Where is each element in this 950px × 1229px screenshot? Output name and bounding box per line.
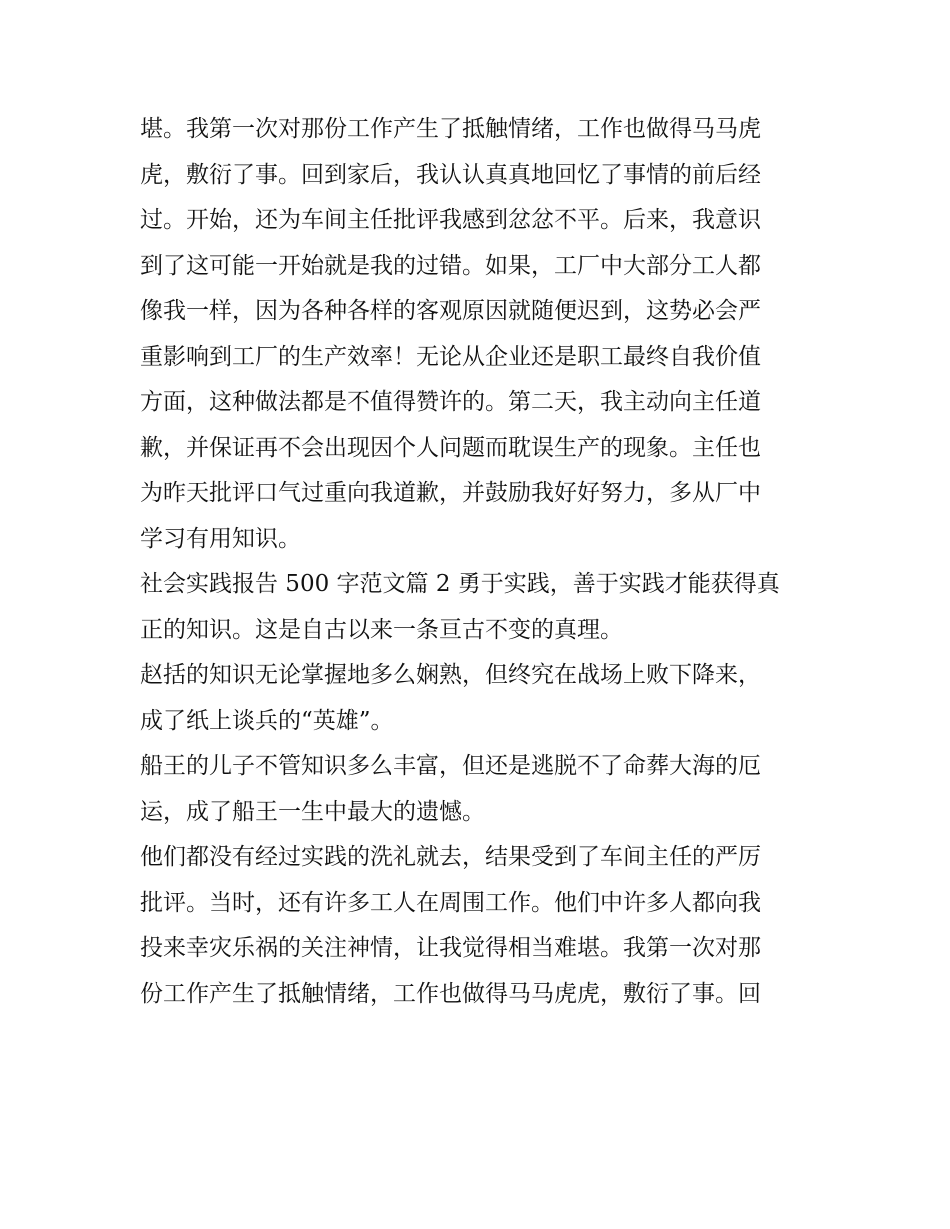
text-line: 批评。当时，还有许多工人在周围工作。他们中许多人都向我 [140,889,761,916]
text-line: 学习有用知识。 [140,525,301,552]
text-line: 社会实践报告 500 字范文篇 2 勇于实践，善于实践才能获得真 [140,571,780,597]
text-line: 像我一样，因为各种各样的客观原因就随便迟到，这势必会严 [140,298,761,324]
text-line: 他们都没有经过实践的洗礼就去，结果受到了车间主任的严厉 [140,844,761,870]
text-line: 赵括的知识无论掌握地多么娴熟，但终究在战场上败下降来， [140,662,761,688]
text-line: 正的知识。这是自古以来一条亘古不变的真理。 [140,616,623,643]
text-line: 方面，这种做法都是不值得赞许的。第二天，我主动向主任道 [140,389,761,415]
text-line: 到了这可能一开始就是我的过错。如果，工厂中大部分工人都 [140,252,761,279]
text-line: 堪。我第一次对那份工作产生了抵触情绪，工作也做得马马虎 [140,116,761,142]
document-body [140,107,820,1017]
text-line: 重影响到工厂的生产效率！无论从企业还是职工最终自我价值 [140,343,761,370]
text-line: 过。开始，还为车间主任批评我感到忿忿不平。后来，我意识 [140,207,761,233]
text-line: 船王的儿子不管知识多么丰富，但还是逃脱不了命葬大海的厄 [140,753,761,779]
text-line: 虎，敷衍了事。回到家后，我认认真真地回忆了事情的前后经 [140,161,761,188]
text-line: 投来幸灾乐祸的关注神情，让我觉得相当难堪。我第一次对那 [140,935,761,961]
text-line: 为昨天批评口气过重向我道歉，并鼓励我好好努力，多从厂中 [140,480,761,506]
text-line: 成了纸上谈兵的“英雄”。 [140,707,394,734]
text-line: 份工作产生了抵触情绪，工作也做得马马虎虎，敷衍了事。回 [140,980,761,1007]
text-line: 运，成了船王一生中最大的遗憾。 [140,798,485,825]
text-line: 歉，并保证再不会出现因个人问题而耽误生产的现象。主任也 [140,434,761,461]
